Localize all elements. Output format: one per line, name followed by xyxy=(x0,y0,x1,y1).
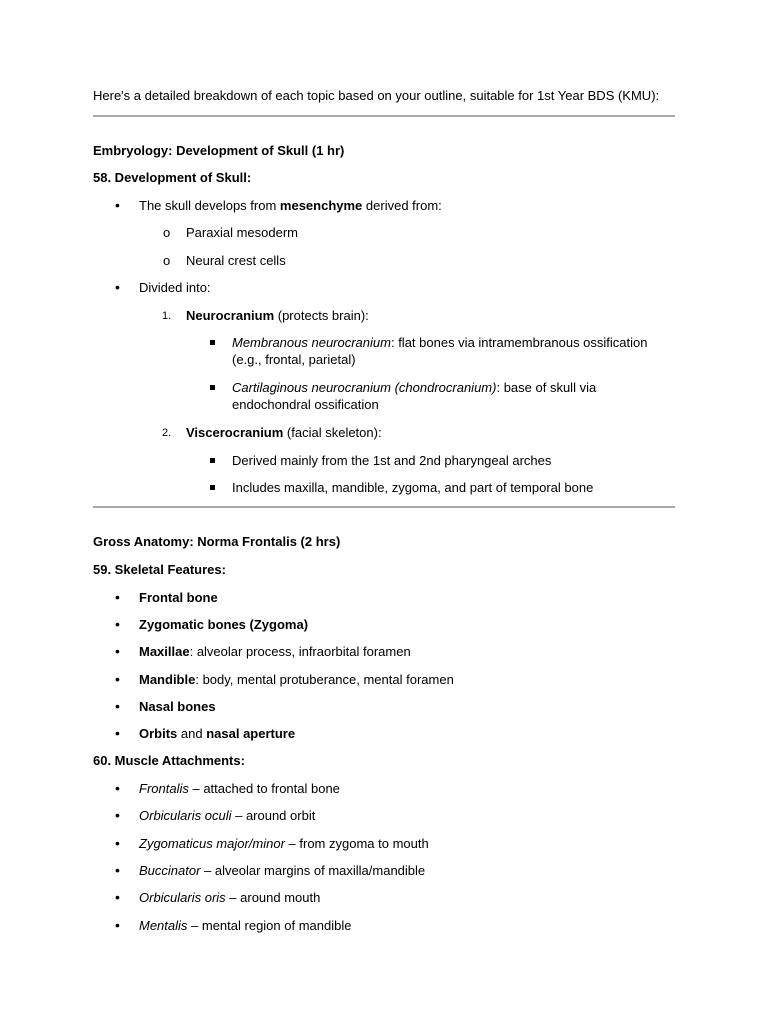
subheading-60: 60. Muscle Attachments: xyxy=(93,753,245,768)
list-item: Membranous neurocranium: flat bones via intramembranous ossification xyxy=(232,335,648,350)
square-bullet xyxy=(210,485,215,490)
bullet-marker: • xyxy=(115,698,120,714)
list-item: Includes maxilla, mandible, zygoma, and part of temporal bone xyxy=(232,480,594,495)
bullet-marker: • xyxy=(115,643,120,659)
subheading-59: 59. Skeletal Features: xyxy=(93,562,226,577)
number-marker: 2. xyxy=(162,427,172,439)
list-item: Nasal bones xyxy=(139,699,216,714)
list-item: Divided into: xyxy=(139,280,211,295)
square-bullet xyxy=(210,385,215,390)
list-item: Buccinator – alveolar margins of maxilla/mandible xyxy=(139,863,426,878)
bullet-marker: • xyxy=(115,862,120,878)
square-bullet xyxy=(210,340,215,345)
divider xyxy=(93,115,675,117)
list-item: Zygomatic bones (Zygoma) xyxy=(139,617,309,632)
divider xyxy=(93,506,675,508)
bullet-marker: • xyxy=(115,917,120,933)
bullet-marker: • xyxy=(115,671,120,687)
list-item: Frontalis – attached to frontal bone xyxy=(139,781,340,796)
sub-marker: o xyxy=(163,253,171,268)
intro-text: Here's a detailed breakdown of each topic based on your outline, suitable for 1st Year BDS (KMU): xyxy=(93,88,660,103)
list-item: Neurocranium (protects brain): xyxy=(186,308,369,323)
bullet-marker: • xyxy=(115,589,120,605)
list-item: Mentalis – mental region of mandible xyxy=(139,918,352,933)
list-item: Viscerocranium (facial skeleton): xyxy=(186,425,382,440)
section-heading-gross-anatomy: Gross Anatomy: Norma Frontalis (2 hrs) xyxy=(93,534,341,549)
list-item: Zygomaticus major/minor – from zygoma to mouth xyxy=(139,836,429,851)
list-item-continuation: (e.g., frontal, parietal) xyxy=(232,352,356,367)
list-item: Maxillae: alveolar process, infraorbital foramen xyxy=(139,644,411,659)
list-item: Derived mainly from the 1st and 2nd pharyngeal arches xyxy=(232,453,552,468)
number-marker: 1. xyxy=(162,310,172,322)
bullet-marker: • xyxy=(115,889,120,905)
list-item: Neural crest cells xyxy=(186,253,286,268)
square-bullet xyxy=(210,458,215,463)
list-item: Orbicularis oris – around mouth xyxy=(139,890,321,905)
list-item: The skull develops from mesenchyme derived from: xyxy=(139,198,442,213)
bullet-marker: • xyxy=(115,197,120,213)
sub-marker: o xyxy=(163,225,171,240)
list-item: Orbits and nasal aperture xyxy=(139,726,296,741)
section-heading-embryology: Embryology: Development of Skull (1 hr) xyxy=(93,143,345,158)
list-item: Mandible: body, mental protuberance, mental foramen xyxy=(139,672,454,687)
bullet-marker: • xyxy=(115,616,120,632)
list-item-continuation: endochondral ossification xyxy=(232,397,379,412)
list-item: Orbicularis oculi – around orbit xyxy=(139,808,316,823)
bullet-marker: • xyxy=(115,807,120,823)
subheading-58: 58. Development of Skull: xyxy=(93,170,252,185)
bullet-marker: • xyxy=(115,835,120,851)
list-item: Cartilaginous neurocranium (chondrocranium): base of skull via xyxy=(232,380,597,395)
list-item: Frontal bone xyxy=(139,590,218,605)
bullet-marker: • xyxy=(115,725,120,741)
bullet-marker: • xyxy=(115,279,120,295)
list-item: Paraxial mesoderm xyxy=(186,225,298,240)
bullet-marker: • xyxy=(115,780,120,796)
